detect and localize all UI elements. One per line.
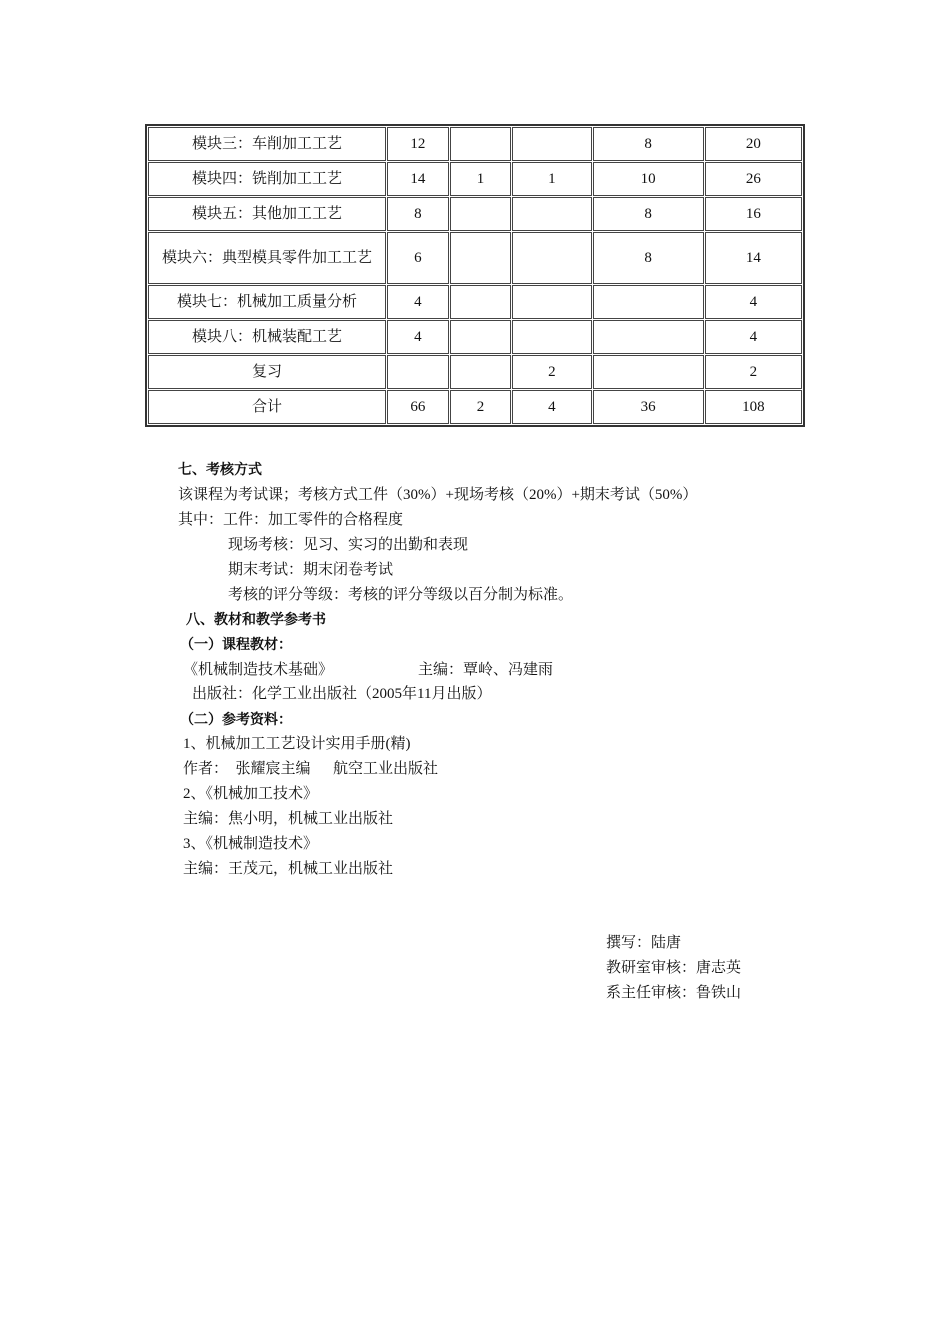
- hours-cell: 36: [593, 390, 704, 424]
- section8-heading: 八、教材和教学参考书: [186, 612, 326, 628]
- hours-cell: [387, 355, 449, 389]
- ref2-title: 2、《机械加工技术》: [183, 786, 319, 802]
- hours-cell: [450, 127, 512, 161]
- book-editor: 主编：覃岭、冯建雨: [418, 662, 554, 678]
- module-name-cell: 模块四：铣削加工工艺: [148, 162, 386, 196]
- module-name-cell: 合计: [148, 390, 386, 424]
- hours-cell: 12: [387, 127, 449, 161]
- table-row: [148, 390, 802, 424]
- course-hours-table: [145, 124, 805, 427]
- section7-line3: 现场考核：见习、实习的出勤和表现: [228, 537, 469, 553]
- hours-cell: [512, 127, 591, 161]
- hours-cell: 4: [705, 320, 802, 354]
- hours-cell: 4: [387, 285, 449, 319]
- hours-cell: 4: [387, 320, 449, 354]
- book-title: 《机械制造技术基础》: [183, 662, 334, 678]
- ref3-author: 主编：王茂元，机械工业出版社: [183, 861, 394, 877]
- table-row: [148, 197, 802, 231]
- hours-cell: [512, 232, 591, 284]
- module-name-cell: 复习: [148, 355, 386, 389]
- hours-cell: 2: [705, 355, 802, 389]
- hours-cell: [512, 197, 591, 231]
- hours-cell: 1: [512, 162, 591, 196]
- hours-cell: 14: [387, 162, 449, 196]
- signature-writer: 撰写：陆唐: [606, 935, 682, 951]
- module-name-cell: 模块七：机械加工质量分析: [148, 285, 386, 319]
- table-row: [148, 320, 802, 354]
- module-name-cell: 模块三：车削加工工艺: [148, 127, 386, 161]
- hours-cell: 2: [450, 390, 512, 424]
- section8-sub1: （一）课程教材：: [180, 637, 292, 653]
- hours-cell: 8: [387, 197, 449, 231]
- section7-heading: 七、考核方式: [178, 462, 262, 478]
- table-row: [148, 355, 802, 389]
- table-row: [148, 162, 802, 196]
- hours-cell: [450, 197, 512, 231]
- module-name-cell: 模块六：典型模具零件加工工艺: [148, 232, 386, 284]
- table-row: [148, 232, 802, 284]
- ref1-title: 1、机械加工工艺设计实用手册(精): [183, 736, 411, 752]
- hours-cell: 10: [593, 162, 704, 196]
- ref3-title: 3、《机械制造技术》: [183, 836, 319, 852]
- ref1-author: 作者： 张耀宸主编 航空工业出版社: [183, 761, 439, 777]
- hours-cell: [593, 285, 704, 319]
- hours-cell: 1: [450, 162, 512, 196]
- hours-cell: [512, 285, 591, 319]
- hours-cell: 4: [705, 285, 802, 319]
- hours-cell: [450, 355, 512, 389]
- signature-reviewer: 教研室审核：唐志英: [606, 960, 742, 976]
- hours-cell: [450, 285, 512, 319]
- book-publisher: 出版社：化学工业出版社（2005年11月出版）: [192, 686, 492, 702]
- hours-cell: 8: [593, 127, 704, 161]
- hours-cell: [450, 232, 512, 284]
- hours-cell: 8: [593, 232, 704, 284]
- section8-sub2: （二）参考资料：: [180, 712, 292, 728]
- hours-cell: [512, 320, 591, 354]
- section7-line1: 该课程为考试课；考核方式工件（30%）+现场考核（20%）+期末考试（50%）: [178, 487, 698, 503]
- hours-cell: 14: [705, 232, 802, 284]
- hours-cell: 2: [512, 355, 591, 389]
- hours-cell: 26: [705, 162, 802, 196]
- hours-cell: 6: [387, 232, 449, 284]
- hours-cell: 16: [705, 197, 802, 231]
- hours-cell: 66: [387, 390, 449, 424]
- section7-line2: 其中：工件：加工零件的合格程度: [178, 512, 404, 528]
- section7-line4: 期末考试：期末闭卷考试: [228, 562, 394, 578]
- hours-cell: [593, 320, 704, 354]
- section7-line5: 考核的评分等级：考核的评分等级以百分制为标准。: [228, 587, 574, 603]
- module-name-cell: 模块八：机械装配工艺: [148, 320, 386, 354]
- hours-cell: 20: [705, 127, 802, 161]
- hours-cell: 8: [593, 197, 704, 231]
- ref2-author: 主编：焦小明，机械工业出版社: [183, 811, 394, 827]
- module-name-cell: 模块五：其他加工工艺: [148, 197, 386, 231]
- hours-cell: [450, 320, 512, 354]
- hours-cell: 108: [705, 390, 802, 424]
- hours-cell: [593, 355, 704, 389]
- table-row: [148, 127, 802, 161]
- hours-cell: 4: [512, 390, 591, 424]
- signature-director: 系主任审核：鲁铁山: [606, 985, 742, 1001]
- table-row: [148, 285, 802, 319]
